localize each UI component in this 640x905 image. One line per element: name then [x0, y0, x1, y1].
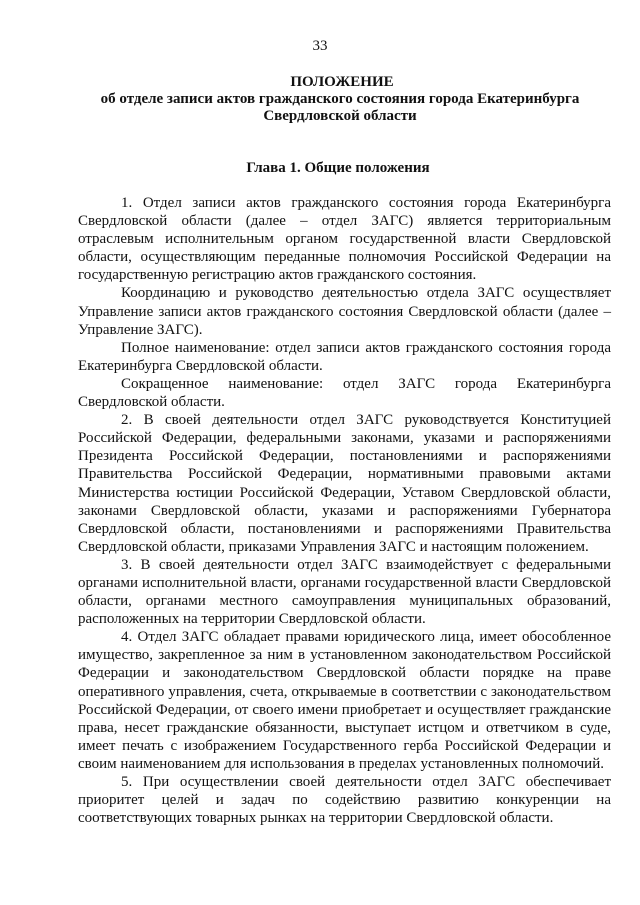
paragraph-1: 1. Отдел записи актов гражданского состояния города Екатеринбурга Свердловской области (далее – отдел ЗАГС) является территориальным отраслевым исполнительным органом государственной власти Свердловской области, осуществляющим переданные полномочия Российской Федерации на государственную регистрацию актов гражданского состояния.	[78, 195, 611, 284]
paragraph-7: 4. Отдел ЗАГС обладает правами юридического лица, имеет обособленное имущество, закрепленное за ним в установленном законодательством Российской Федерации и законодательством Свердловской области порядке на праве оперативного управления, счета, открываемые в соответствии с законодательством Российской Федерации, от своего имени приобретает и осуществляет гражданские права, несет гражданские обязанности, выступает истцом и ответчиком в суде, имеет печать с изображением Государственного герба Российской Федерации и своим наименованием для использования в пределах установленных полномочий.	[78, 629, 611, 772]
title-main: ПОЛОЖЕНИЕ	[290, 74, 394, 90]
page-number: 33	[312, 38, 328, 54]
paragraph-8: 5. При осуществлении своей деятельности отдел ЗАГС обеспечивает приоритет целей и задач по содействию развитию конкуренции на соответствующих товарных рынках на территории Свердловской области.	[78, 774, 611, 827]
paragraph-4: Сокращенное наименование: отдел ЗАГС города Екатеринбурга Свердловской области.	[78, 375, 611, 411]
paragraph-6: 3. В своей деятельности отдел ЗАГС взаимодействует с федеральными органами исполнительной власти, органами государственной власти Свердловской области, органами местного самоуправления муниципальных образований, расположенных на территории Свердловской области.	[78, 556, 611, 628]
document-title	[0, 74, 640, 125]
paragraph-2: Координацию и руководство деятельностью отдела ЗАГС осуществляет Управление записи актов гражданского состояния Свердловской области (далее – Управление ЗАГС).	[78, 285, 611, 338]
title-line-1: об отделе записи актов гражданского состояния города Екатеринбурга	[100, 91, 580, 107]
paragraph-3: Полное наименование: отдел записи актов гражданского состояния города Екатеринбурга Свердловской области.	[78, 339, 611, 374]
paragraph-5: 2. В своей деятельности отдел ЗАГС руководствуется Конституцией Российской Федерации, федеральными законами, указами и распоряжениями Президента Российской Федерации, постановлениями и распоряжениями Правительства Российской Федерации, нормативными правовыми актами Министерства юстиции Российской Федерации, Уставом Свердловской области, законами Свердловской области, указами и распоряжениями Губернатора Свердловской области, постановлениями и распоряжениями Правительства Свердловской области, приказами Управления ЗАГС и настоящим положением.	[78, 412, 611, 555]
chapter-heading: Глава 1. Общие положения	[246, 160, 430, 176]
document-body	[78, 194, 611, 827]
title-line-2: Свердловской области	[263, 108, 417, 124]
